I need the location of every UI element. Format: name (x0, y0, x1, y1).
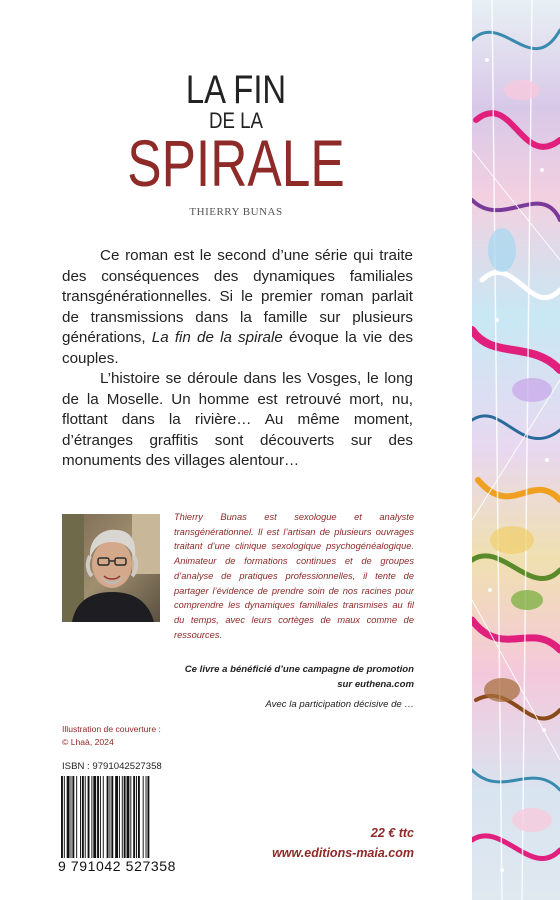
title-line-2: DE LA (208, 108, 264, 133)
barcode-digits: 9 791042 527358 (58, 858, 176, 874)
promo-text (140, 662, 414, 692)
book-title-italic: La fin de la spirale (151, 329, 283, 346)
participation-text: Avec la participation décisive de … (265, 699, 414, 710)
cover-illustration-strip (472, 0, 560, 900)
price: 22 € ttc (370, 826, 414, 840)
blurb-paragraph-2: L’histoire se déroule dans les Vosges, le long de la Moselle. Un homme est retrouvé mort, nu, flottant dans la rivière… Au même moment, d’étranges graffitis sont découverts sur des monuments des villages alentour… (62, 370, 413, 469)
isbn-label: ISBN : 9791042527358 (62, 761, 162, 772)
promo-line-1: Ce livre a bénéficié d’une campagne de promotion (184, 664, 414, 675)
blurb-paragraph-1: Ce roman est le second d’une série qui traite des conséquences des dynamiques familiales transgénérationnelles. Si le premier roman parlait de transmissions dans la famille sur plusieurs générations, La fin de la spirale évoque la vie des couples. (62, 247, 414, 367)
promo-line-2: sur euthena.com (337, 679, 414, 690)
author-bio: Thierry Bunas est sexologue et analyste transgénérationnel. Il est l’artisan de plusieurs ouvrages traitant d’une clinique sexologique psychogénéalogique. Animateur de formations continues et de groupes d’analyse de pratiques professionnelles, il tente de partager l’évidence de prendre soin de nos racines pour comprendre les dynamiques familiales transmises au fil du temps, avec leurs cortèges de maux comme de ressources. (174, 512, 414, 640)
publisher-website[interactable]: www.editions-maia.com (272, 846, 414, 860)
title-line-3: SPIRALE (127, 126, 345, 200)
author-name: THIERRY BUNAS (189, 206, 283, 218)
illustration-credit: Illustration de couverture : © Lhaà, 2024 (62, 724, 161, 747)
blurb (62, 246, 413, 472)
title-line-1: LA FIN (185, 68, 287, 112)
author-photo (62, 514, 160, 622)
